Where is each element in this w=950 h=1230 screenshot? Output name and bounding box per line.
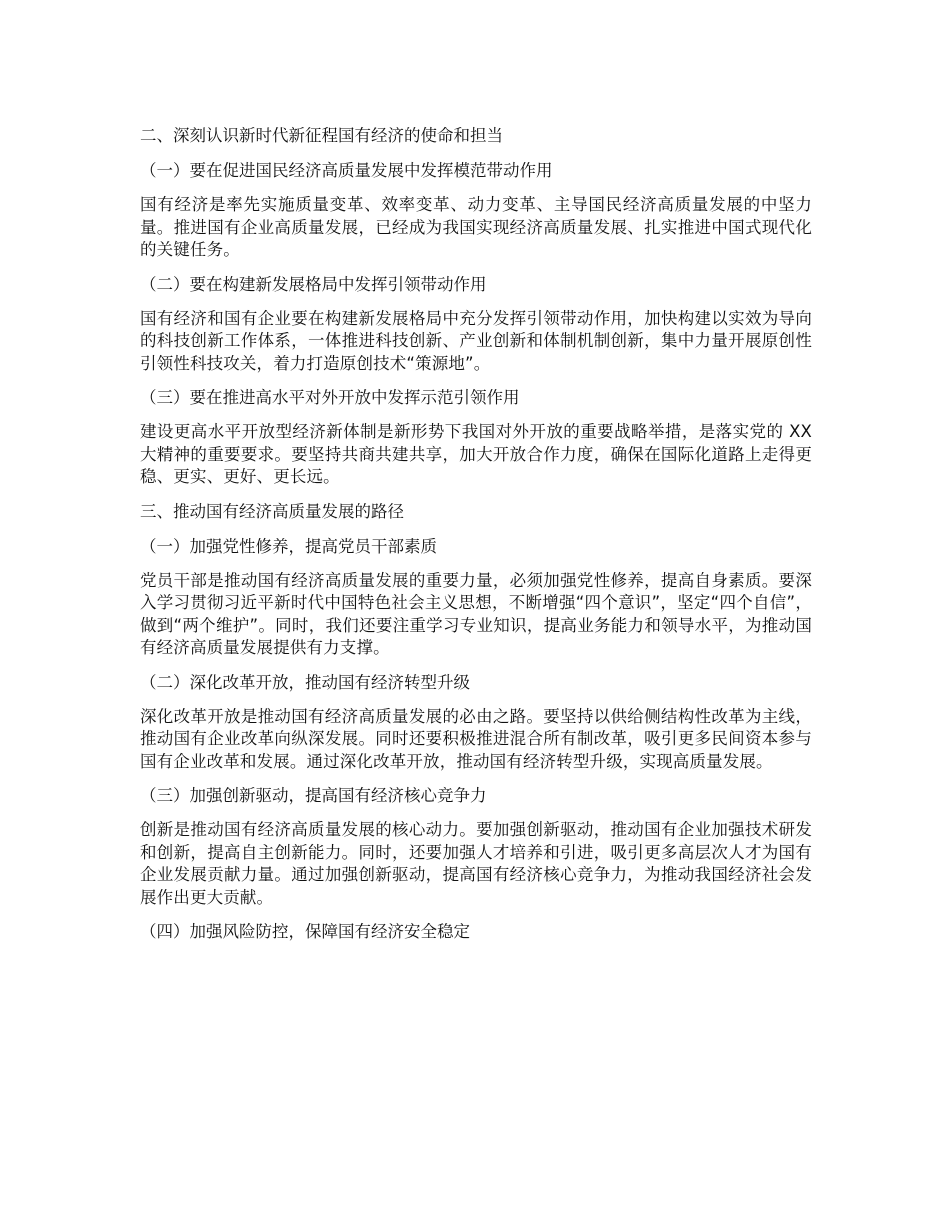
subsection-heading-3-1: （一）加强党性修养，提高党员干部素质 [140, 536, 437, 556]
paragraph-2-2: 国有经济和国有企业要在构建新发展格局中充分发挥引领带动作用，加快构建以实效为导向的科技创新工作体系，一体推进科技创新、产业创新和体制机制创新，集中力量开展原创性引领性科技攻关，着力打造原创技术“策源地”。 [140, 308, 812, 373]
paragraph-2-1: 国有经济是率先实施质量变革、效率变革、动力变革、主导国民经济高质量发展的中坚力量。推进国有企业高质量发展，已经成为我国实现经济高质量发展、扎实推进中国式现代化的关键任务。 [140, 195, 812, 259]
subsection-heading-2-2: （二）要在构建新发展格局中发挥引领带动作用 [140, 274, 487, 294]
section-heading-2: 二、深刻认识新时代新征程国有经济的使命和担当 [140, 126, 503, 145]
subsection-heading-2-3: （三）要在推进高水平对外开放中发挥示范引领作用 [140, 388, 520, 407]
document-page [140, 124, 812, 955]
paragraph-3-1: 党员干部是推动国有经济高质量发展的重要力量，必须加强党性修养，提高自身素质。要深入学习贯彻习近平新时代中国特色社会主义思想，不断增强“四个意识”，坚定“四个自信”，做到“两个维护”。同时，我们还要注重学习专业知识，提高业务能力和领导水平，为推动国有经济高质量发展提供有力支撑。 [140, 570, 812, 657]
section-heading-3: 三、推动国有经济高质量发展的路径 [140, 501, 404, 521]
subsection-heading-2-1: （一）要在促进国民经济高质量发展中发挥模范带动作用 [140, 161, 553, 180]
subsection-heading-3-3: （三）加强创新驱动，提高国有经济核心竞争力 [140, 786, 487, 805]
subsection-heading-3-4: （四）加强风险防控，保障国有经济安全稳定 [140, 922, 470, 941]
paragraph-3-2: 深化改革开放是推动国有经济高质量发展的必由之路。要坚持以供给侧结构性改革为主线，推动国有企业改革向纵深发展。同时还要积极推进混合所有制改革，吸引更多民间资本参与国有企业改革和发展。通过深化改革开放，推动国有经济转型升级，实现高质量发展。 [140, 706, 812, 771]
paragraph-2-3: 建设更高水平开放型经济新体制是新形势下我国对外开放的重要战略举措，是落实党的 XX 大精神的重要要求。要坚持共商共建共享，加大开放合作力度，确保在国际化道路上走得更稳、更实、更好、更长远。 [140, 422, 812, 486]
paragraph-3-3: 创新是推动国有经济高质量发展的核心动力。要加强创新驱动，推动国有企业加强技术研发和创新，提高自主创新能力。同时，还要加强人才培养和引进，吸引更多高层次人才为国有企业发展贡献力量。通过加强创新驱动，提高国有经济核心竞争力，为推动我国经济社会发展作出更大贡献。 [140, 820, 812, 907]
subsection-heading-3-2: （二）深化改革开放，推动国有经济转型升级 [140, 672, 470, 692]
